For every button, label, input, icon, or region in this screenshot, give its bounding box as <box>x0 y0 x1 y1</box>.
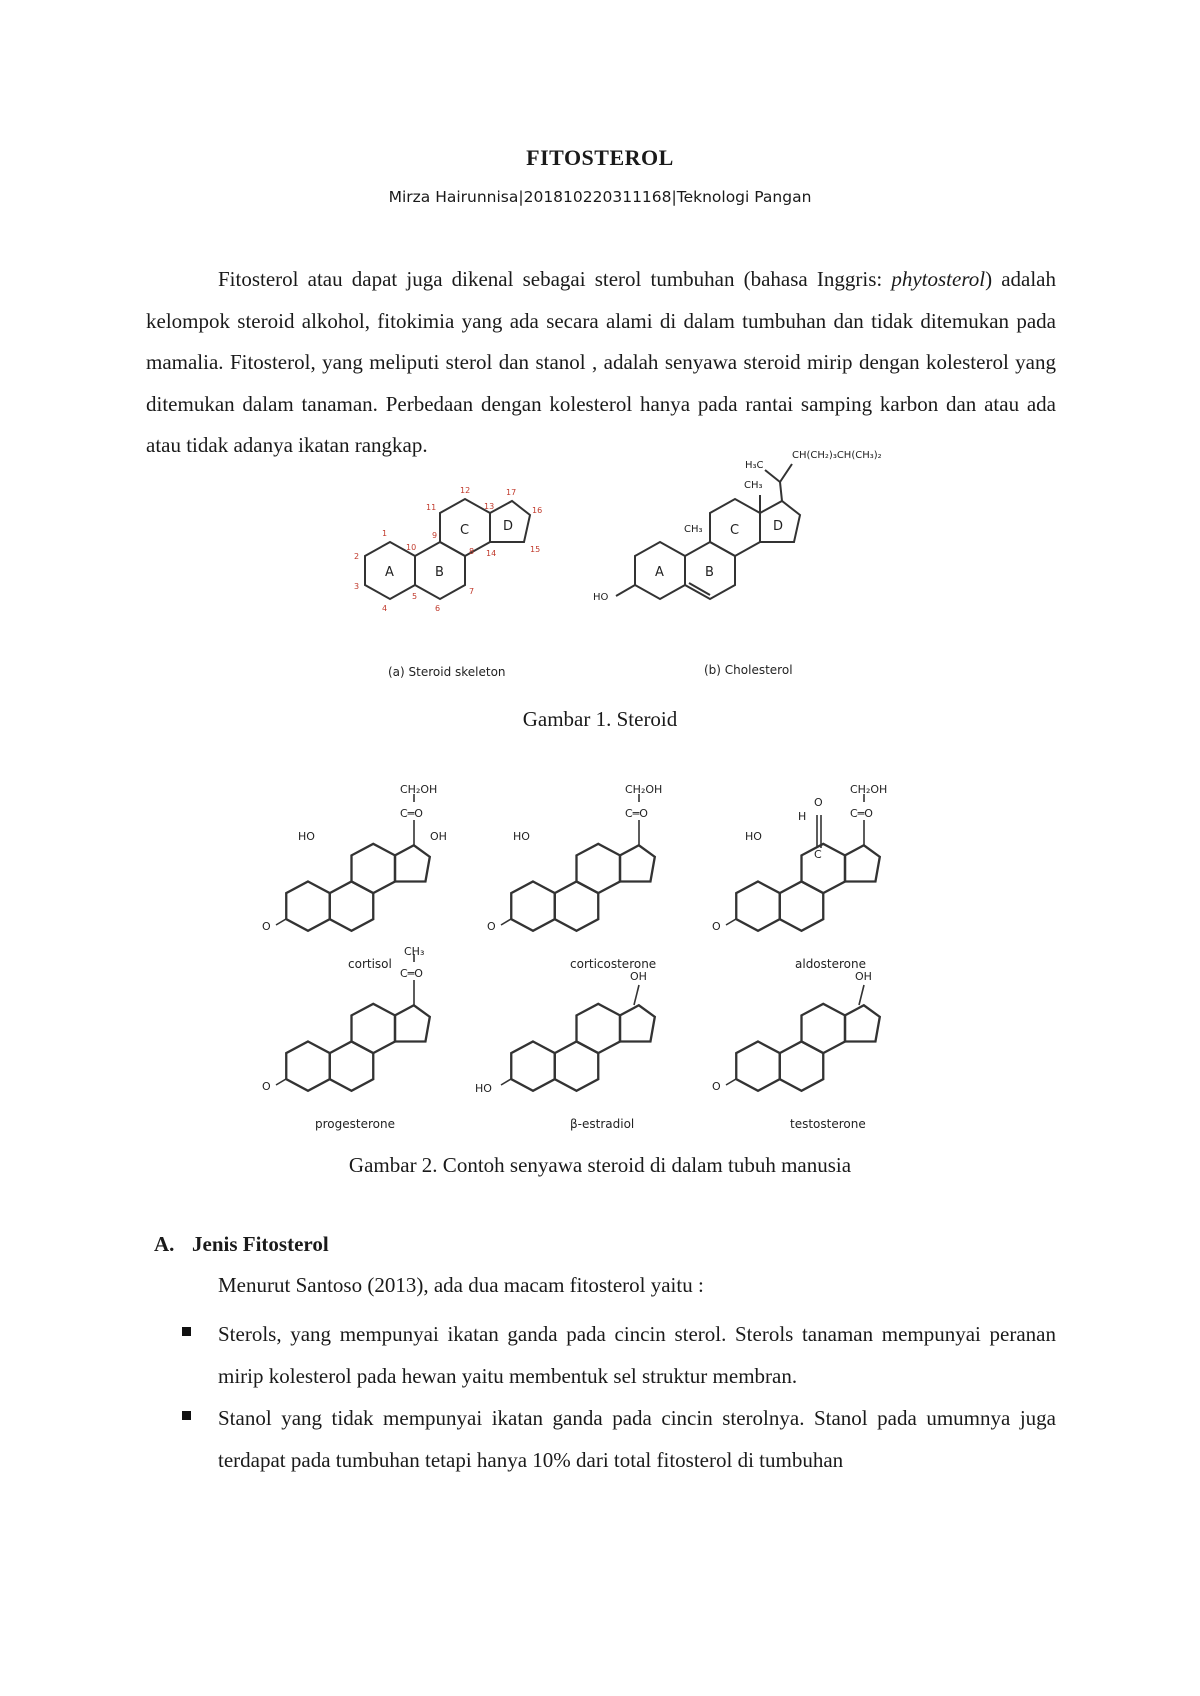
atom-number: 4 <box>382 604 388 613</box>
oh-label: OH <box>855 970 872 983</box>
co-label: C═O <box>625 807 648 820</box>
o-label: O <box>262 1080 271 1093</box>
ch2oh-label: CH₂OH <box>850 783 888 796</box>
list-item <box>218 1313 1056 1397</box>
label-steroid-skeleton: (a) Steroid skeleton <box>388 665 506 679</box>
atom-number: 16 <box>532 506 543 515</box>
document-title: FITOSTEROL <box>526 145 674 170</box>
chol-ring-d-label: D <box>773 519 784 534</box>
atom-number: 10 <box>406 543 417 552</box>
co-label: C═O <box>850 807 873 820</box>
atom-number: 12 <box>460 486 471 495</box>
chol-ring-c-label: C <box>730 523 740 538</box>
c-label: C <box>814 848 822 861</box>
ring-a-label: A <box>385 565 394 580</box>
label-cholesterol: (b) Cholesterol <box>704 663 793 677</box>
section-a-intro: Menurut Santoso (2013), ada dua macam fitosterol yaitu : <box>218 1273 704 1297</box>
o-label: O <box>262 920 271 933</box>
compound-name: testosterone <box>790 1117 866 1131</box>
figure-2-steroids <box>250 780 970 1140</box>
atom-number: 3 <box>354 582 360 591</box>
compound-name: aldosterone <box>795 957 866 971</box>
co-label: C═O <box>400 967 423 980</box>
intro-italic-term: phytosterol <box>891 267 986 291</box>
atom-number: 15 <box>530 545 541 554</box>
atom-number: 6 <box>435 604 441 613</box>
atom-number: 7 <box>469 587 475 596</box>
compound-name: corticosterone <box>570 957 657 971</box>
author-line: Mirza Hairunnisa|201810220311168|Teknologi Pangan <box>388 188 812 206</box>
o-label: O <box>487 920 496 933</box>
bullet-square-icon <box>182 1411 191 1420</box>
atom-number: 17 <box>506 488 517 497</box>
atom-number: 5 <box>412 592 418 601</box>
co-label: C═O <box>400 807 423 820</box>
chol-ch3-b: CH₃ <box>744 480 763 491</box>
list-item <box>218 1397 1056 1481</box>
section-a-title: Jenis Fitosterol <box>192 1232 329 1256</box>
intro-text-2: ) adalah kelompok steroid alkohol, fitokimia yang ada secara alami di dalam tumbuhan dan tidak ditemukan pada mamalia. Fitosterol, yang meliputi sterol dan stanol , adalah senyawa steroid mirip dengan kolesterol yang ditemukan dalam tanaman. Perbedaan dengan kolesterol hanya pada rantai samping karbon dan atau ada atau tidak adanya ikatan rangkap. <box>146 267 1056 457</box>
chol-ring-b-label: B <box>705 565 714 580</box>
o-label: O <box>814 796 823 809</box>
ring-c-label: C <box>460 523 470 538</box>
bullet-text: Sterols, yang mempunyai ikatan ganda pada cincin sterol. Sterols tanaman mempunyai peranan mirip kolesterol pada hewan yaitu membentuk sel struktur membran. <box>218 1322 1056 1388</box>
compound-name: β-estradiol <box>570 1117 635 1131</box>
chol-ho-label: HO <box>593 592 609 603</box>
chol-h3c: H₃C <box>745 460 764 471</box>
ho-label: HO <box>475 1082 492 1095</box>
figure-2-caption: Gambar 2. Contoh senyawa steroid di dalam tubuh manusia <box>348 1153 852 1177</box>
ho-label: HO <box>513 830 530 843</box>
figure-1-steroid <box>340 450 940 695</box>
compound-name: progesterone <box>315 1117 395 1131</box>
intro-paragraph <box>146 259 1056 467</box>
atom-number: 2 <box>354 552 360 561</box>
atom-number: 11 <box>426 503 437 512</box>
section-a-heading <box>154 1232 329 1257</box>
intro-text-1: Fitosterol atau dapat juga dikenal sebagai sterol tumbuhan (bahasa Inggris: <box>218 267 892 291</box>
atom-number: 14 <box>486 549 497 558</box>
section-a-number: A. <box>154 1232 175 1256</box>
bullet-text: Stanol yang tidak mempunyai ikatan ganda pada cincin sterolnya. Stanol pada umumnya juga terdapat pada tumbuhan tetapi hanya 10% dari total fitosterol di tumbuhan <box>218 1406 1056 1472</box>
ch2oh-label: CH₂OH <box>625 783 663 796</box>
chol-side-chain: CH(CH₂)₃CH(CH₃)₂ <box>792 450 882 461</box>
ring-b-label: B <box>435 565 444 580</box>
section-a-bullet-list <box>218 1313 1056 1481</box>
ch3-label: CH₃ <box>404 945 425 958</box>
ring-d-label: D <box>503 519 514 534</box>
bullet-square-icon <box>182 1327 191 1336</box>
o-label: O <box>712 1080 721 1093</box>
o-label: O <box>712 920 721 933</box>
chol-ch3-a: CH₃ <box>684 524 703 535</box>
atom-number: 13 <box>484 502 495 511</box>
compound-name: cortisol <box>348 957 392 971</box>
ch2oh-label: CH₂OH <box>400 783 438 796</box>
atom-number: 8 <box>469 547 475 556</box>
oh-label: OH <box>630 970 647 983</box>
h-label: H <box>798 810 807 823</box>
ho-label: HO <box>745 830 762 843</box>
ho-label: HO <box>298 830 315 843</box>
figure-1-caption: Gambar 1. Steroid <box>522 707 678 731</box>
oh-label: OH <box>430 830 447 843</box>
atom-number: 9 <box>432 531 438 540</box>
chol-ring-a-label: A <box>655 565 664 580</box>
atom-number: 1 <box>382 529 388 538</box>
